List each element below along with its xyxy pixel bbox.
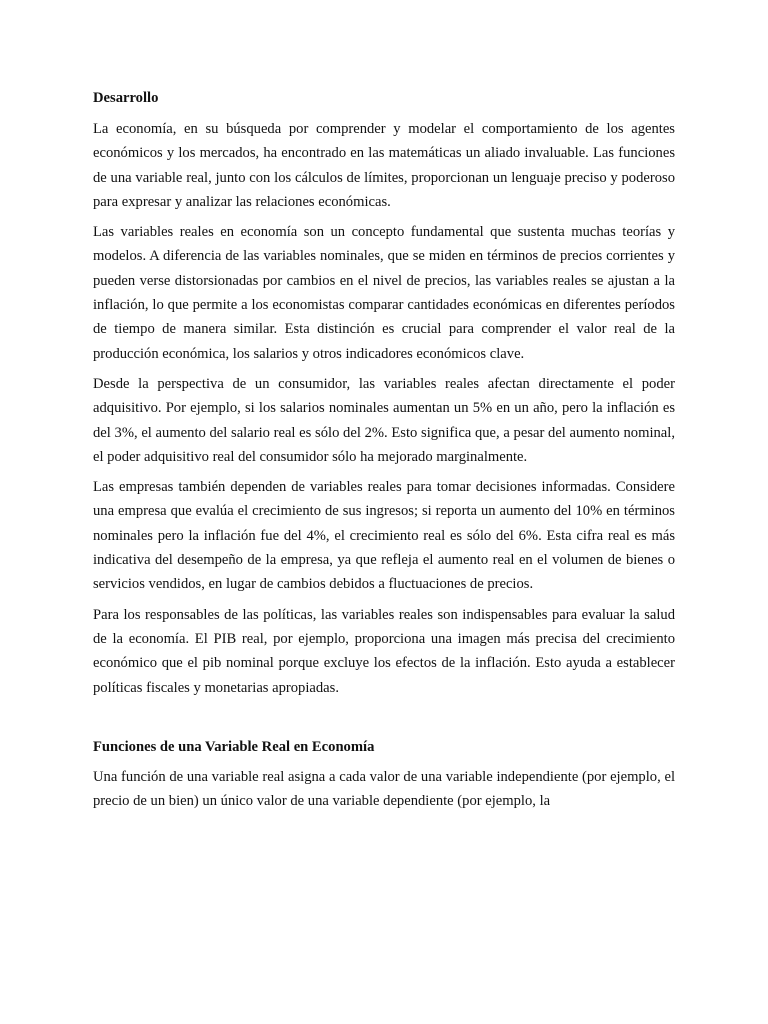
section-heading-desarrollo: Desarrollo bbox=[93, 90, 159, 106]
section-heading-funciones: Funciones de una Variable Real en Economía bbox=[93, 738, 375, 755]
paragraph-intro: La economía, en su búsqueda por comprender y modelar el comportamiento de los agentes económicos y los mercados, ha encontrado en las matemáticas un aliado invaluable. Las funciones de una variable real, junto con los cálculos de límites, proporcionan un lenguaje preciso y poderoso para expresar y analizar las relaciones económicas. bbox=[93, 121, 675, 210]
paragraph-consumer: Desde la perspectiva de un consumidor, las variables reales afectan directamente el poder adquisitivo. Por ejemplo, si los salarios nominales aumentan un 5% en un año, pero la inflación es del 3%, el aumento del salario real es sólo del 2%. Esto significa que, a pesar del aumento nominal, el poder adquisitivo real del consumidor sólo ha mejorado marginalmente. bbox=[93, 375, 675, 465]
paragraph-policy: Para los responsables de las políticas, las variables reales son indispensables para evaluar la salud de la economía. El PIB real, por ejemplo, proporciona una imagen más precisa del crecimiento económico que el pib nominal porque excluye los efectos de la inflación. Esto ayuda a establecer políticas fiscales y monetarias apropiadas. bbox=[93, 606, 675, 696]
paragraph-firms: Las empresas también dependen de variables reales para tomar decisiones informadas. Considere una empresa que evalúa el crecimiento de sus ingresos; si reporta un aumento del 10% en términos nominales pero la inflación fue del 4%, el crecimiento real es sólo del 6%. Esta cifra real es más indicativa del desempeño de la empresa, ya que refleja el aumento real en el volumen de bienes o servicios vendidos, en lugar de cambios debidos a fluctuaciones de precios. bbox=[93, 479, 675, 593]
paragraph-real-variables: Las variables reales en economía son un concepto fundamental que sustenta muchas teorías y modelos. A diferencia de las variables nominales, que se miden en términos de precios corrientes y pueden verse distorsionadas por cambios en el nivel de precios, las variables reales se ajustan a la inflación, lo que permite a los economistas comparar cantidades económicas en diferentes períodos de tiempo de manera similar. Esta distinción es crucial para comprender el valor real de la producción económica, los salarios y otros indicadores económicos clave. bbox=[93, 224, 675, 362]
paragraph-function-definition: Una función de una variable real asigna a cada valor de una variable independiente (por ejemplo, el precio de un bien) un único valor de una variable dependiente (por ejemplo, la bbox=[93, 768, 675, 810]
